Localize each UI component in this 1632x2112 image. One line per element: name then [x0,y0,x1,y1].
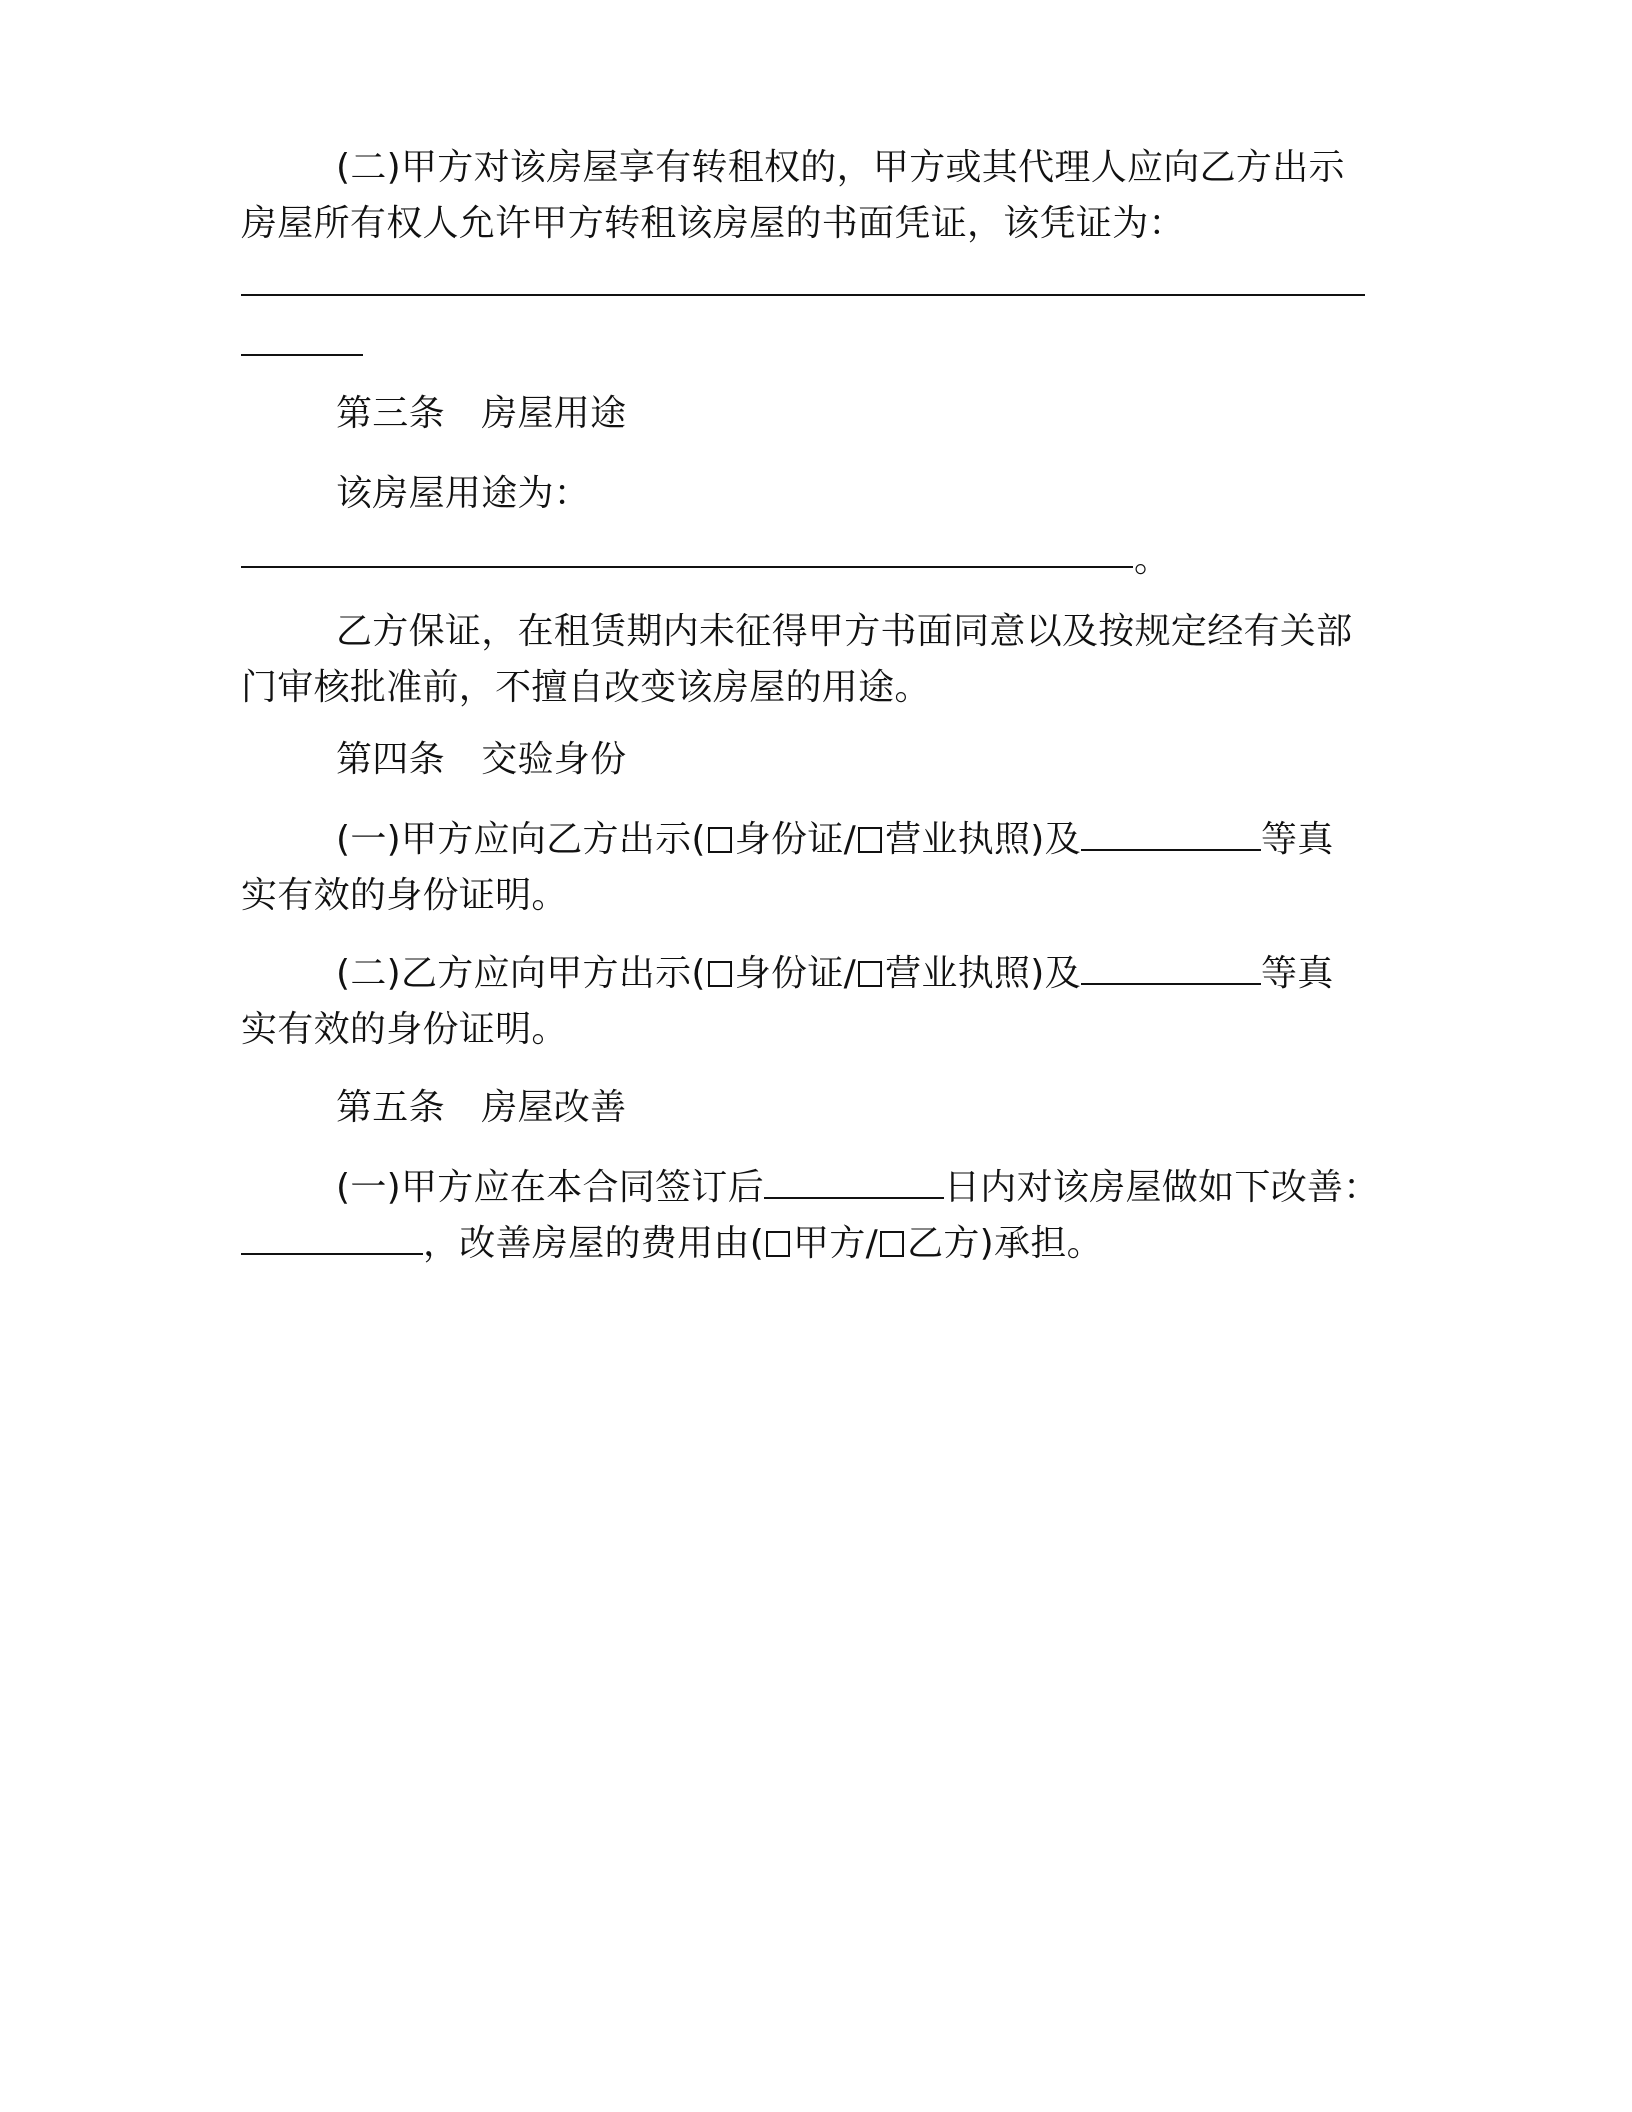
party-b-label: 乙方)承担。 [907,1223,1103,1264]
party-b-checkbox[interactable] [880,1231,904,1257]
other-id-blank[interactable] [1081,819,1261,851]
article-4-item-2 [336,952,1334,996]
item-1-prefix: (一)甲方应向乙方出示( [336,819,706,860]
guarantee-line-1: 乙方保证，在租赁期内未征得甲方书面同意以及按规定经有关部 [336,611,1353,652]
sublease-line-2: 房屋所有权人允许甲方转租该房屋的书面凭证，该凭证为： [241,203,1185,244]
item-1-prefix: (一)甲方应在本合同签订后 [336,1167,764,1208]
article-4-item-2-line-2: 实有效的身份证明。 [241,1009,568,1050]
item-1-suffix: 日内对该房屋做如下改善： [944,1167,1380,1208]
article-5-item-1 [336,1166,1380,1210]
party-a-label: 甲方/ [793,1223,879,1264]
use-end-mark: 。 [1134,539,1171,580]
improvement-blank[interactable] [241,1223,423,1255]
item-1-suffix: 等真 [1260,819,1334,860]
certificate-blank-line-2[interactable] [241,354,363,356]
use-label: 该房屋用途为： [336,473,591,514]
cost-text: ，改善房屋的费用由( [423,1223,765,1264]
article-5-heading: 第五条 房屋改善 [336,1087,627,1128]
sublease-line-1: (二)甲方对该房屋享有转租权的，甲方或其代理人应向乙方出示 [336,147,1345,188]
days-blank[interactable] [764,1167,944,1199]
business-license-label: 营业执照)及 [885,819,1081,860]
article-4-item-1-line-2: 实有效的身份证明。 [241,875,568,916]
item-2-prefix: (二)乙方应向甲方出示( [336,953,706,994]
certificate-blank-line-1[interactable] [241,294,1365,296]
business-license-checkbox[interactable] [858,961,882,987]
article-5-item-1-line-2 [241,1222,1103,1266]
id-card-label: 身份证/ [734,819,857,860]
id-card-checkbox[interactable] [708,827,732,853]
party-a-checkbox[interactable] [766,1231,790,1257]
business-license-label: 营业执照)及 [885,953,1081,994]
article-4-heading: 第四条 交验身份 [336,739,627,780]
id-card-checkbox[interactable] [708,961,732,987]
id-card-label: 身份证/ [734,953,857,994]
business-license-checkbox[interactable] [858,827,882,853]
guarantee-line-2: 门审核批准前，不擅自改变该房屋的用途。 [241,667,931,708]
article-4-item-1 [336,818,1334,862]
use-blank-line[interactable] [241,566,1133,568]
item-2-suffix: 等真 [1260,953,1334,994]
other-id-blank[interactable] [1081,953,1261,985]
article-3-heading: 第三条 房屋用途 [336,393,627,434]
